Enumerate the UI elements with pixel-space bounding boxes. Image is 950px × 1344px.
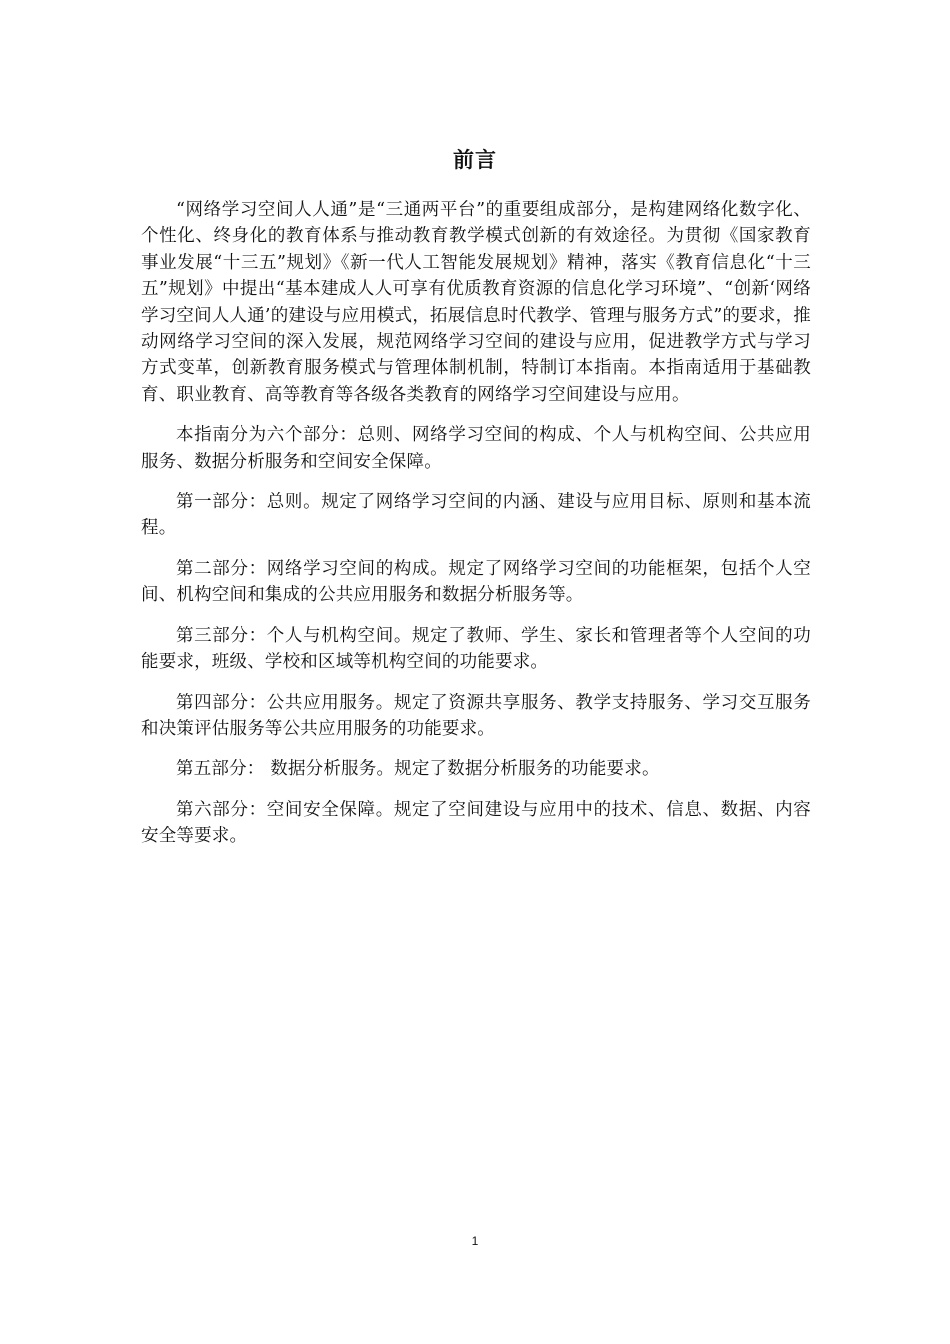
body-text	[141, 197, 811, 864]
paragraph-part-3: 第三部分：个人与机构空间。规定了教师、学生、家长和管理者等个人空间的功能要求，班级、学校和区域等机构空间的功能要求。	[141, 625, 811, 673]
page-title: 前言	[453, 148, 497, 172]
paragraph-part-1: 第一部分：总则。规定了网络学习空间的内涵、建设与应用目标、原则和基本流程。	[141, 492, 811, 539]
paragraph-overview: 本指南分为六个部分：总则、网络学习空间的构成、个人与机构空间、公共应用服务、数据分析服务和空间安全保障。	[141, 425, 811, 472]
paragraph-part-4: 第四部分：公共应用服务。规定了资源共享服务、教学支持服务、学习交互服务和决策评估服务等公共应用服务的功能要求。	[141, 692, 811, 739]
paragraph-part-5: 第五部分： 数据分析服务。规定了数据分析服务的功能要求。	[176, 759, 660, 780]
paragraph-part-2: 第二部分：网络学习空间的构成。规定了网络学习空间的功能框架，包括个人空间、机构空间和集成的公共应用服务和数据分析服务等。	[141, 558, 811, 606]
paragraph-intro: “网络学习空间人人通”是“三通两平台”的重要组成部分，是构建网络化数字化、个性化、终身化的教育体系与推动教育教学模式创新的有效途径。为贯彻《国家教育事业发展“十三五”规划》《新一代人工智能发展规划》精神，落实《教育信息化“十三五”规划》中提出“基本建成人人可享有优质教育资源的信息化学习环境”、“创新‘网络学习空间人人通’的建设与应用模式，拓展信息时代教学、管理与服务方式”的要求，推动网络学习空间的深入发展，规范网络学习空间的建设与应用，促进教学方式与学习方式变革，创新教育服务模式与管理体制机制，特制订本指南。本指南适用于基础教育、职业教育、高等教育等各级各类教育的网络学习空间建设与应用。	[141, 200, 811, 405]
paragraph-part-6: 第六部分：空间安全保障。规定了空间建设与应用中的技术、信息、数据、内容安全等要求。	[141, 799, 811, 847]
page-number: 1	[471, 1234, 479, 1248]
